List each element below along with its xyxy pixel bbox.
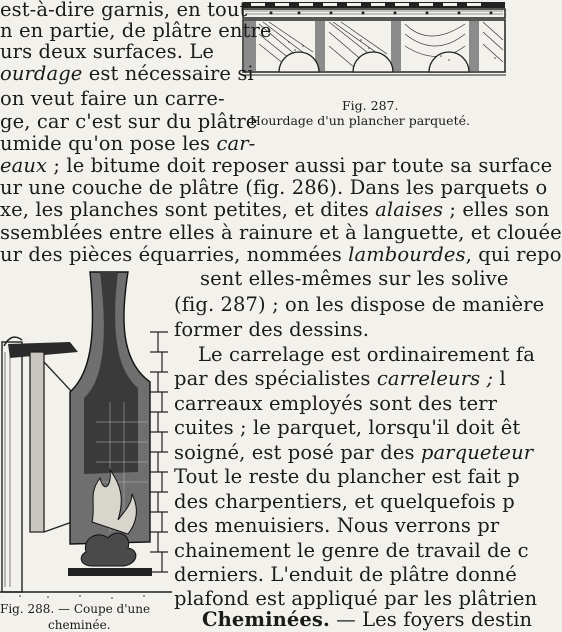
- text-line-25: derniers. L'enduit de plâtre donné: [174, 563, 517, 586]
- figure-288-caption-line-1: Fig. 288. — Coupe d'une: [0, 602, 151, 616]
- text-line-12-start: ur des pièces équarries, nommées: [0, 243, 349, 266]
- text-line-27: [202, 610, 532, 630]
- text-line-10-rest: ; elles son: [443, 198, 550, 221]
- italic-word-hourdage: ourdage: [0, 62, 83, 85]
- italic-word-carreaux-end: eaux: [0, 154, 48, 177]
- text-line-15: former des dessins.: [174, 318, 369, 341]
- text-line-24: chainement le genre de travail de c: [174, 539, 529, 562]
- text-line-26: plafond est appliqué par les plâtrien: [174, 587, 538, 610]
- text-line-7-start: umide qu'on pose les: [0, 132, 217, 155]
- text-line-17-start: par des spécialistes: [174, 367, 377, 390]
- figure-288-illustration: [0, 272, 172, 602]
- text-line-2: n en partie, de plâtre entre: [0, 19, 272, 42]
- text-line-21: Tout le reste du plancher est fait p: [174, 465, 520, 488]
- text-line-8-rest: ; le bitume doit reposer aussi par toute sa surface: [47, 154, 553, 177]
- italic-word-parqueteur: parqueteur: [420, 441, 534, 464]
- italic-word-alaises: alaises: [375, 198, 444, 221]
- text-line-11: ssemblées entre elles à rainure et à languette, et clouée: [0, 221, 562, 244]
- text-line-14: (fig. 287) ; on les dispose de manière: [174, 293, 545, 316]
- italic-word-carreleurs: carreleurs ;: [376, 367, 494, 390]
- text-line-6: ge, car c'est sur du plâtre: [0, 110, 258, 133]
- figure-287-caption-number: Fig. 287.: [342, 98, 399, 113]
- text-line-17: [174, 369, 506, 389]
- figure-288-caption-line-2: cheminée.: [48, 618, 111, 632]
- text-line-22: des charpentiers, et quelquefois p: [174, 490, 515, 513]
- italic-word-carreaux-start: car-: [216, 132, 256, 155]
- text-line-10-start: xe, les planches sont petites, et dites: [0, 198, 376, 221]
- text-line-20: [174, 443, 533, 463]
- text-line-23: des menuisiers. Nous verrons pr: [174, 514, 500, 537]
- text-line-19: cuites ; le parquet, lorsqu'il doit êt: [174, 416, 521, 439]
- italic-word-lambourdes: lambourdes: [348, 243, 466, 266]
- figure-287-illustration: [241, 0, 506, 92]
- text-line-10: [0, 200, 549, 220]
- text-line-18: carreaux employés sont des terr: [174, 392, 498, 415]
- text-line-7: [0, 134, 255, 154]
- text-line-9: ur une couche de plâtre (fig. 286). Dans les parquets o: [0, 176, 548, 199]
- text-line-4-rest: est nécessaire si: [82, 62, 254, 85]
- text-line-17-rest: l: [493, 367, 506, 390]
- text-line-12-rest: , qui repo: [465, 243, 562, 266]
- section-heading-cheminees: Cheminées.: [202, 608, 330, 631]
- text-line-8: [0, 156, 552, 176]
- text-line-12: [0, 245, 562, 265]
- text-line-20-start: soigné, est posé par des: [174, 441, 421, 464]
- text-line-1: est-à-dire garnis, en tout: [0, 0, 248, 21]
- text-line-3: urs deux surfaces. Le: [0, 40, 215, 63]
- figure-287-caption-title: Hourdage d'un plancher parqueté.: [250, 113, 470, 128]
- text-line-27-rest: — Les foyers destin: [329, 608, 533, 631]
- text-line-13: sent elles-mêmes sur les solive: [200, 267, 509, 290]
- text-line-16: Le carrelage est ordinairement fa: [198, 343, 535, 366]
- text-line-4: [0, 64, 254, 84]
- text-line-5: on veut faire un carre-: [0, 87, 225, 110]
